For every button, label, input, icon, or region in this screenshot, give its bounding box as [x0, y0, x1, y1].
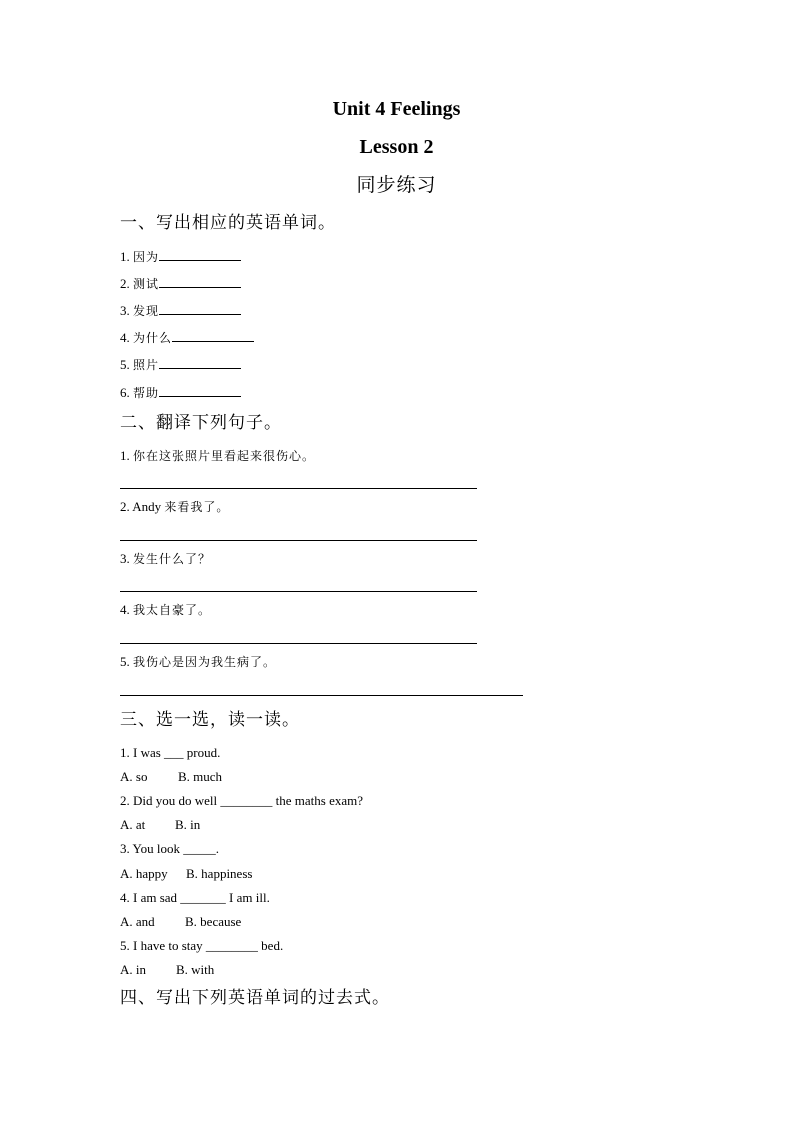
section3-heading: 三、选一选，读一读。: [120, 710, 300, 730]
item-number: 1.: [120, 249, 130, 264]
option-a[interactable]: A. at: [120, 817, 146, 832]
word-item: [120, 275, 241, 292]
word-item: [120, 248, 241, 265]
answer-blank[interactable]: [172, 329, 254, 342]
section1-heading: 一、写出相应的英语单词。: [120, 213, 336, 233]
option-b[interactable]: B. with: [176, 962, 215, 977]
item-number: 5.: [120, 357, 130, 372]
question-text: 5. I have to stay ________ bed.: [120, 938, 284, 953]
answer-blank[interactable]: [159, 275, 241, 288]
question-text: 2. Did you do well ________ the maths exam?: [120, 793, 363, 808]
worksheet-subtitle: 同步练习: [356, 174, 437, 196]
answer-blank[interactable]: [159, 248, 241, 261]
translate-item: [120, 602, 211, 618]
translate-item: [120, 551, 211, 567]
item-sentence: 发生什么了？: [133, 552, 212, 566]
word-item: [120, 356, 241, 373]
item-word: 测试: [133, 277, 160, 291]
answer-blank[interactable]: [159, 302, 241, 315]
item-number: 2. Andy: [120, 499, 162, 514]
item-number: 3.: [120, 303, 130, 318]
option-b[interactable]: B. happiness: [186, 866, 253, 881]
option-a[interactable]: A. happy: [120, 866, 168, 881]
word-item: [120, 302, 241, 319]
options-row: [120, 866, 252, 882]
option-a[interactable]: A. so: [120, 769, 148, 784]
item-word: 为什么: [133, 331, 173, 345]
options-row: [120, 817, 200, 833]
item-number: 6.: [120, 385, 130, 400]
translate-item: [120, 654, 276, 670]
options-row: [120, 962, 214, 978]
option-b[interactable]: B. in: [175, 817, 201, 832]
options-row: [120, 914, 241, 930]
answer-line[interactable]: [120, 695, 523, 696]
item-number: 2.: [120, 276, 130, 291]
answer-line[interactable]: [120, 488, 477, 489]
unit-title: Unit 4 Feelings: [332, 98, 461, 120]
item-sentence: 你在这张照片里看起来很伤心。: [133, 449, 316, 463]
question-text: 4. I am sad _______ I am ill.: [120, 890, 270, 905]
item-sentence: 我伤心是因为我生病了。: [133, 655, 277, 669]
item-number: 4.: [120, 602, 130, 617]
item-number: 1.: [120, 448, 130, 463]
option-a[interactable]: A. in: [120, 962, 146, 977]
option-a[interactable]: A. and: [120, 914, 155, 929]
option-b[interactable]: B. because: [185, 914, 242, 929]
lesson-title: Lesson 2: [359, 136, 434, 158]
item-sentence: 我太自豪了。: [133, 603, 212, 617]
answer-line[interactable]: [120, 540, 477, 541]
word-item: [120, 329, 254, 346]
item-word: 照片: [133, 358, 160, 372]
item-number: 3.: [120, 551, 130, 566]
item-number: 4.: [120, 330, 130, 345]
item-word: 发现: [133, 304, 160, 318]
item-number: 5.: [120, 654, 130, 669]
answer-blank[interactable]: [159, 384, 241, 397]
item-word: 因为: [133, 250, 160, 264]
word-item: [120, 384, 241, 401]
answer-line[interactable]: [120, 643, 477, 644]
translate-item: [120, 448, 315, 464]
item-word: 帮助: [133, 386, 160, 400]
option-b[interactable]: B. much: [178, 769, 223, 784]
question-text: 1. I was ___ proud.: [120, 745, 221, 760]
section2-heading: 二、翻译下列句子。: [120, 413, 282, 433]
section4-heading: 四、写出下列英语单词的过去式。: [120, 988, 390, 1008]
options-row: [120, 769, 222, 785]
item-sentence: 来看我了。: [164, 500, 230, 514]
answer-blank[interactable]: [159, 356, 241, 369]
translate-item: [120, 499, 229, 515]
question-text: 3. You look _____.: [120, 841, 219, 856]
answer-line[interactable]: [120, 591, 477, 592]
